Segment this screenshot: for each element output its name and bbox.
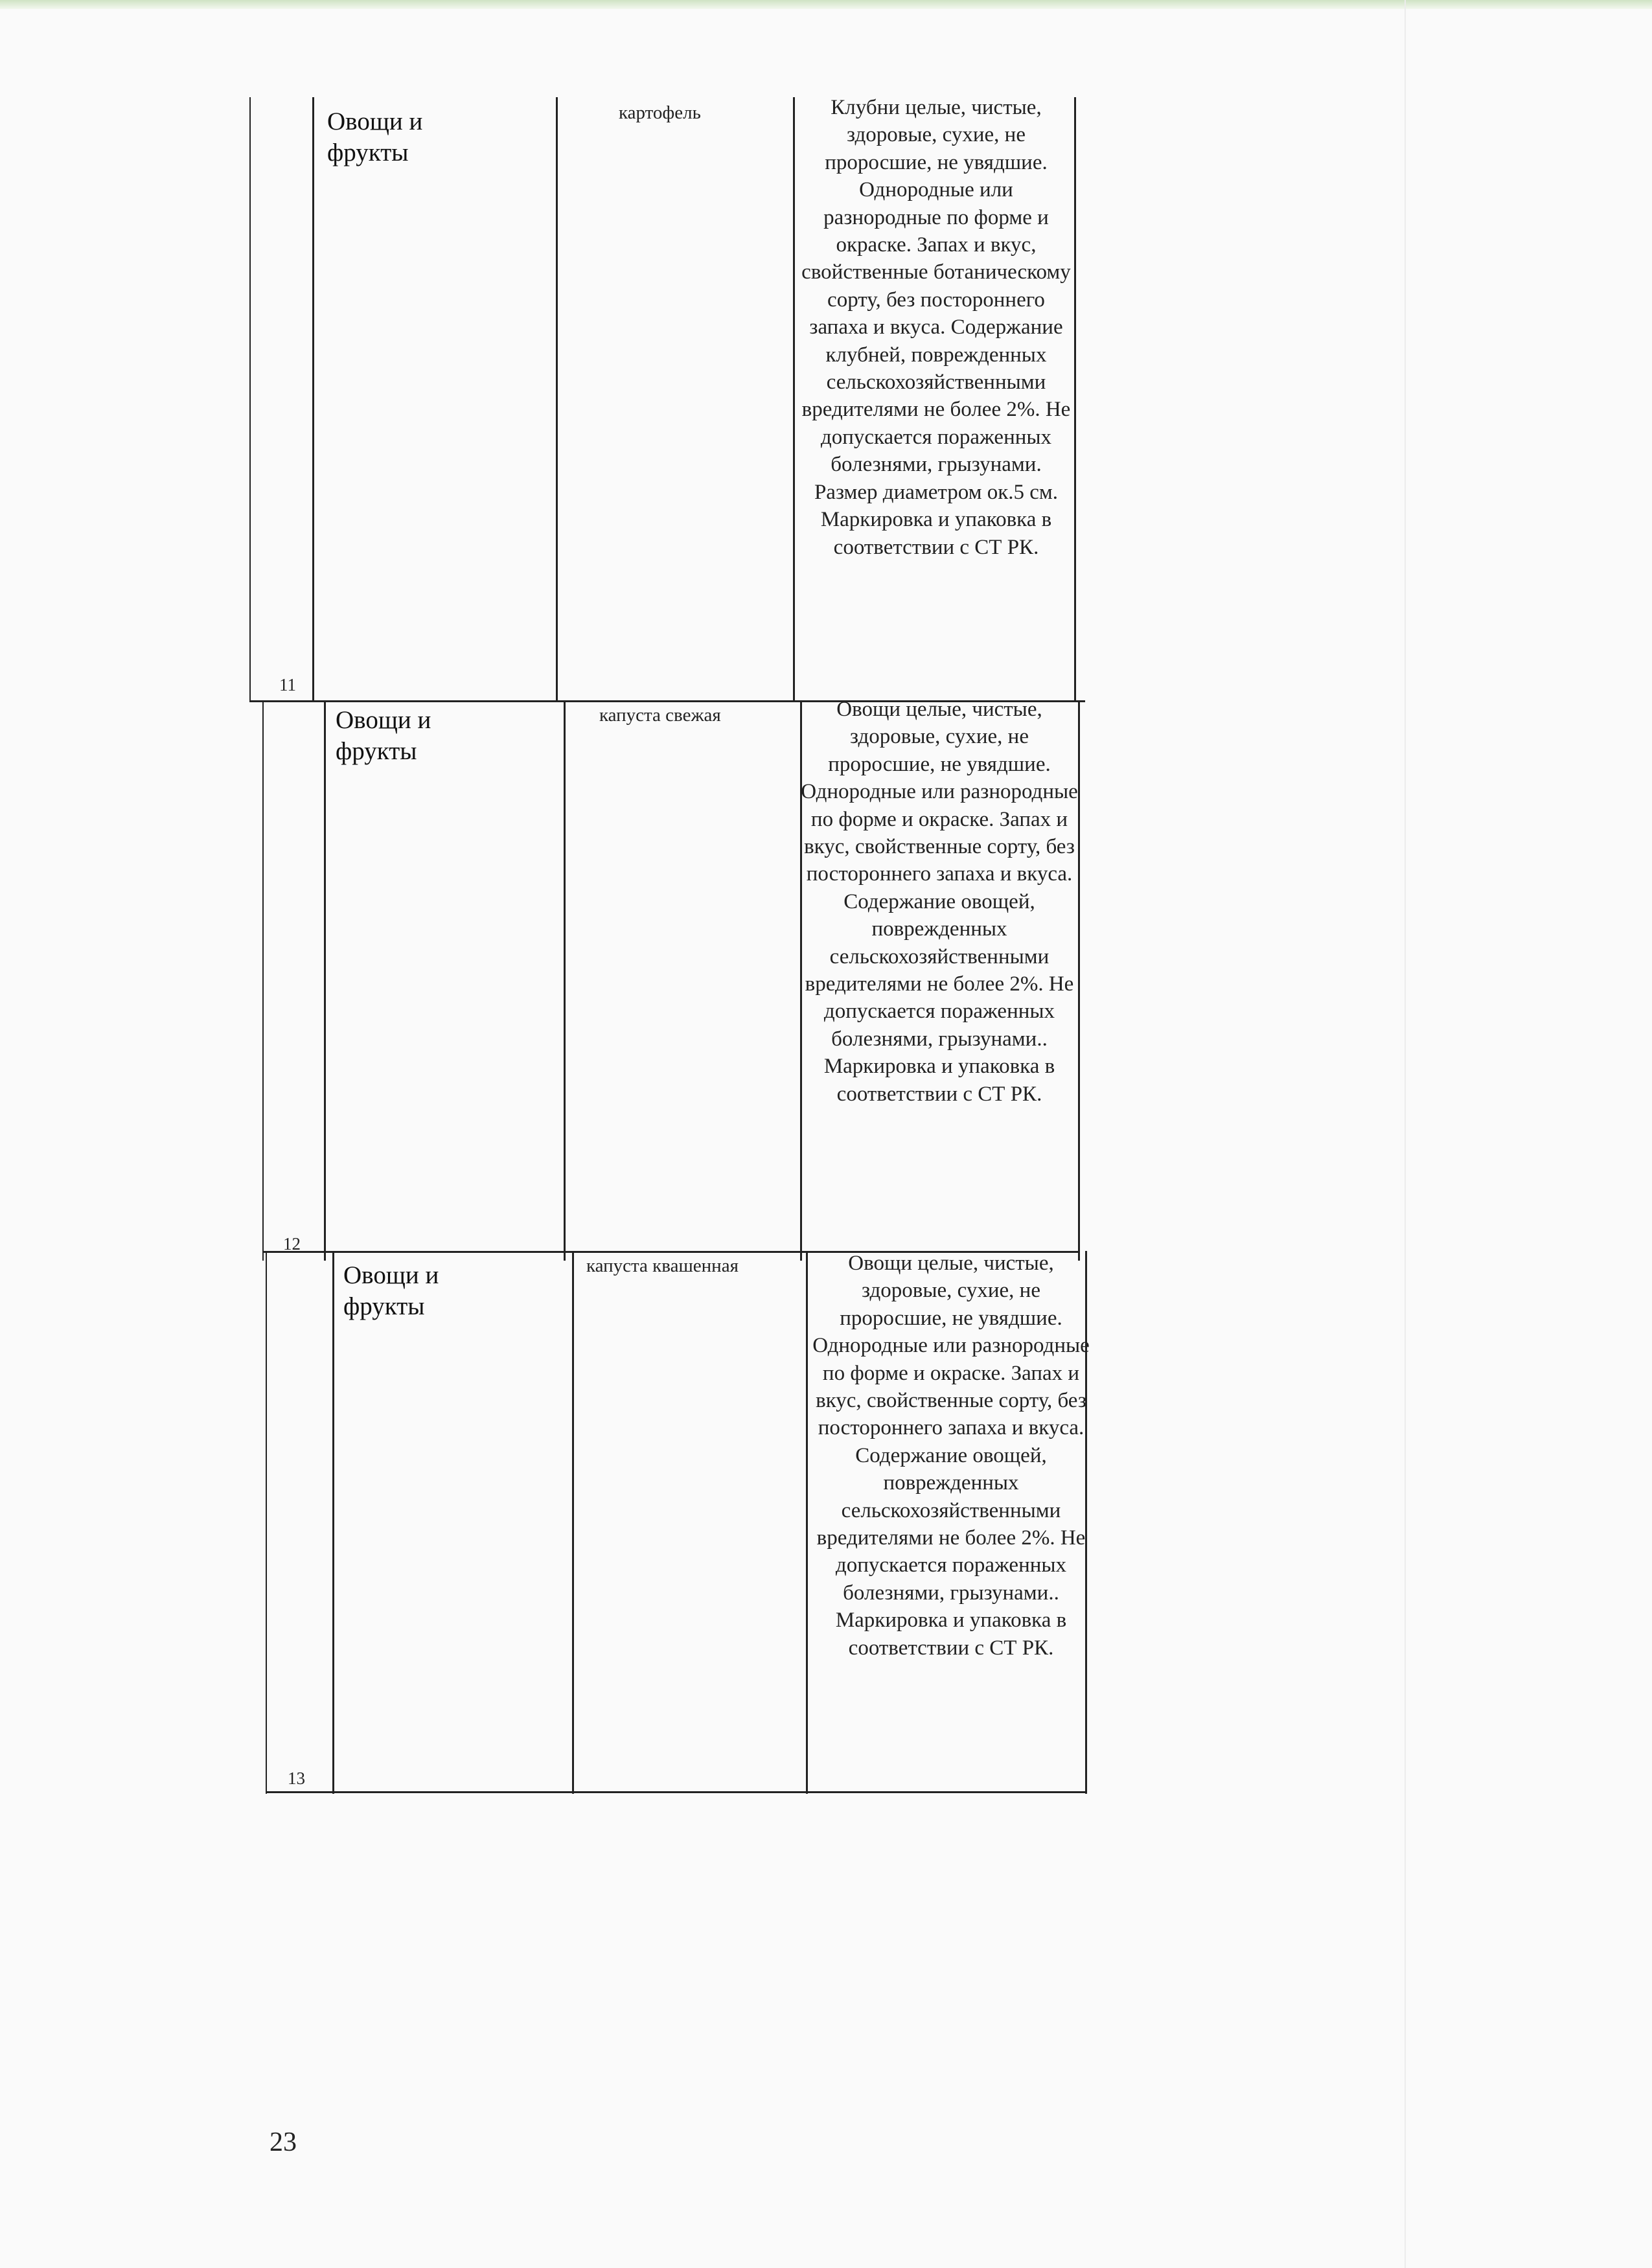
row-number: 13	[288, 1769, 305, 1788]
page-number: 23	[270, 2127, 297, 2157]
product-cell: картофель	[619, 102, 701, 123]
scan-right-edge	[1405, 0, 1406, 2268]
category-cell: Овощи и фрукты	[343, 1261, 439, 1320]
description-cell: Овощи целые, чистые, здоровые, сухие, не проросшие, не увядшие. Однородные или разнородные по форме и окраске. Запах и вкус, свойственные сорту, без постороннего запаха и вкуса. Содержание овощей, поврежденных сельскохозяйственными вредителями не более 2%. Не допускается пораженных болезнями, грызунами.. Маркировка и упаковка в соответствии с СТ РК.	[801, 698, 1078, 1106]
category-cell: Овощи и фрукты	[336, 706, 431, 765]
category-cell: Овощи и фрукты	[327, 108, 423, 166]
row-number: 11	[279, 675, 296, 694]
product-cell: капуста квашенная	[586, 1255, 739, 1276]
description-cell: Клубни целые, чистые, здоровые, сухие, не проросшие, не увядшие. Однородные или разнородные по форме и окраске. Запах и вкус, свойственные ботаническому сорту, без постороннего запаха и вкуса. Содержание клубней, поврежденных сельскохозяйственными вредителями не более 2%. Не допускается пораженных болезнями, грызунами. Размер диаметром ок.5 см. Маркировка и упаковка в соответствии с СТ РК.	[801, 96, 1071, 559]
description-cell: Овощи целые, чистые, здоровые, сухие, не проросшие, не увядшие. Однородные или разнородные по форме и окраске. Запах и вкус, свойственные сорту, без постороннего запаха и вкуса. Содержание овощей, поврежденных сельскохозяйственными вредителями не более 2%. Не допускается пораженных болезнями, грызунами.. Маркировка и упаковка в соответствии с СТ РК.	[812, 1252, 1090, 1660]
row-number: 12	[283, 1234, 301, 1254]
product-cell: капуста свежая	[599, 705, 721, 726]
